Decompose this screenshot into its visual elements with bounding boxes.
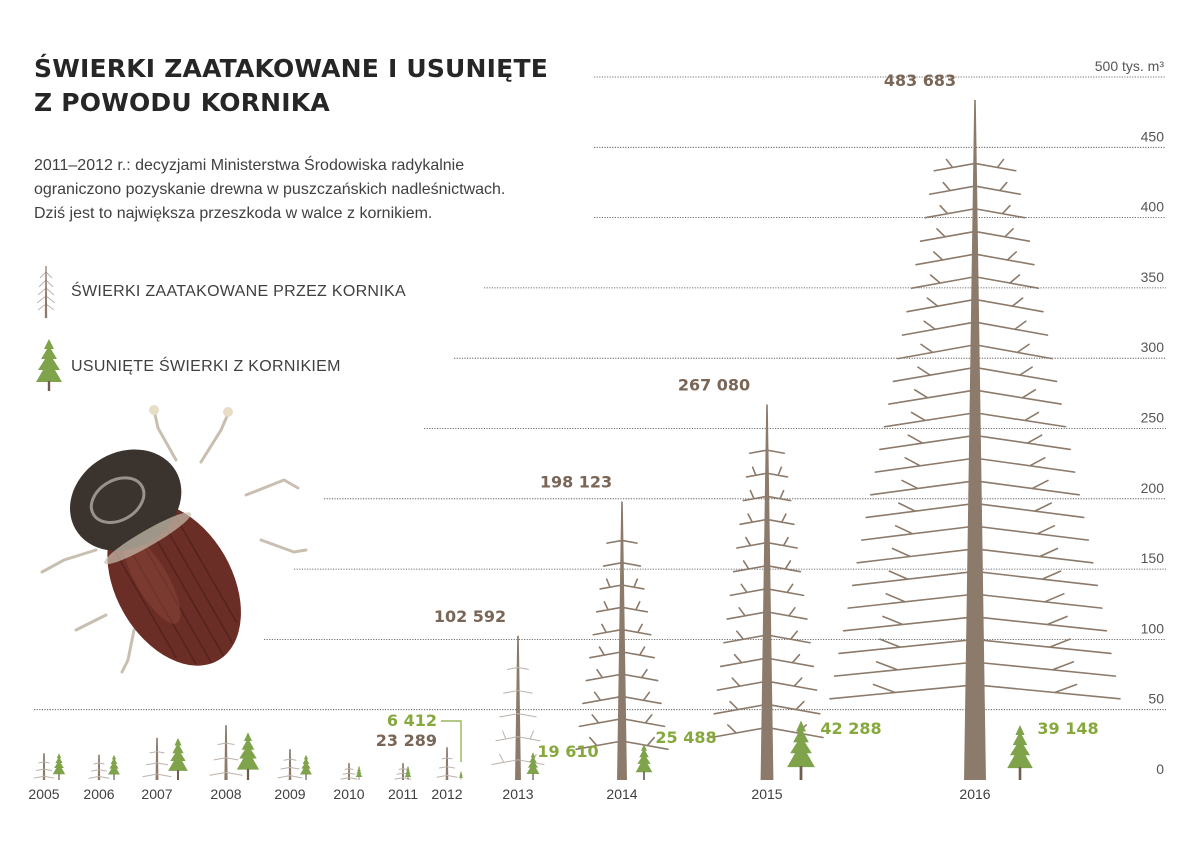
chart-title-line-2: Z POWODU KORNIKA (34, 88, 330, 117)
y-tick-label: 450 (1140, 128, 1164, 145)
tree-trunk (964, 100, 986, 780)
subtitle-line-2: ograniczono pozyskanie drewna w puszczańskich nadleśnictwach. (34, 181, 506, 198)
y-tick-label: 50 (1148, 690, 1164, 707)
bar-attacked-2006 (89, 755, 109, 780)
x-axis (28, 786, 990, 802)
x-tick-label: 2016 (959, 786, 991, 802)
y-tick-label: 300 (1140, 339, 1164, 356)
data-label-removed: 39 148 (1037, 719, 1099, 738)
bar-attacked-2009 (278, 749, 302, 780)
x-tick-label: 2005 (28, 786, 60, 802)
bar-attacked-2007 (143, 738, 171, 780)
bar-removed-2016 (1007, 725, 1033, 780)
bar-attacked-2008 (210, 725, 242, 780)
bar-removed-2008 (237, 732, 259, 780)
bar-attacked-2016 (830, 100, 1120, 780)
subtitle-line-3: Dziś jest to największa przeszkoda w walce z kornikiem. (34, 205, 433, 222)
bar-attacked-2013 (492, 636, 544, 780)
bar-removed-2006 (108, 755, 120, 780)
data-label-attacked: 23 289 (375, 731, 437, 750)
data-label-attacked: 198 123 (539, 472, 613, 492)
data-label-removed: 6 412 (386, 711, 437, 730)
tree-trunk (761, 404, 774, 780)
y-tick-label: 0 (1156, 761, 1164, 777)
x-tick-label: 2006 (83, 786, 115, 802)
bar-removed-2015 (787, 721, 815, 780)
bar-removed-2005 (53, 753, 65, 780)
y-tick-label: 100 (1140, 620, 1164, 637)
data-label-removed: 25 488 (655, 728, 717, 747)
bar-removed-2007 (168, 738, 188, 780)
x-tick-label: 2007 (141, 786, 173, 802)
x-tick-label: 2015 (751, 786, 783, 802)
bar-attacked-2010 (341, 763, 357, 780)
data-label-attacked: 267 080 (677, 375, 751, 395)
bar-attacked-2015 (711, 404, 823, 780)
y-tick-label: 400 (1140, 198, 1164, 215)
label-leader-line (441, 721, 461, 762)
x-tick-label: 2008 (210, 786, 242, 802)
data-label-removed: 42 288 (820, 719, 882, 738)
bars (34, 100, 1120, 780)
bar-attacked-2012 (437, 747, 457, 780)
x-tick-label: 2014 (606, 786, 638, 802)
x-tick-label: 2011 (387, 786, 419, 802)
bar-attacked-2005 (34, 753, 54, 780)
tree-trunk (224, 725, 227, 780)
legend-label-removed: USUNIĘTE ŚWIERKI Z KORNIKIEM (71, 358, 341, 375)
y-tick-label: 200 (1140, 479, 1164, 496)
y-axis (1095, 58, 1165, 777)
tree-trunk (515, 636, 521, 780)
data-label-removed: 19 610 (537, 742, 599, 761)
x-tick-label: 2012 (431, 786, 463, 802)
y-tick-label: 150 (1140, 550, 1164, 567)
x-tick-label: 2010 (333, 786, 365, 802)
x-tick-label: 2013 (502, 786, 534, 802)
chart-title-line-1: ŚWIERKI ZAATAKOWANE I USUNIĘTE (34, 54, 548, 83)
subtitle-line-1: 2011–2012 r.: decyzjami Ministerstwa Środowiska radykalnie (34, 157, 465, 174)
y-tick-label: 250 (1140, 409, 1164, 426)
bar-removed-2009 (300, 755, 312, 780)
y-tick-label: 500 tys. m³ (1094, 58, 1164, 74)
data-label-attacked: 102 592 (433, 606, 507, 626)
data-label-attacked: 483 683 (883, 70, 957, 90)
bar-removed-2014 (636, 744, 653, 780)
bar-removed-2010 (356, 766, 363, 780)
bar-attacked-2014 (576, 501, 668, 780)
x-tick-label: 2009 (274, 786, 306, 802)
tree-trunk (617, 501, 627, 780)
bar-removed-2012 (459, 771, 463, 780)
legend-label-attacked: ŚWIERKI ZAATAKOWANE PRZEZ KORNIKA (71, 283, 406, 300)
y-tick-label: 350 (1140, 268, 1164, 285)
